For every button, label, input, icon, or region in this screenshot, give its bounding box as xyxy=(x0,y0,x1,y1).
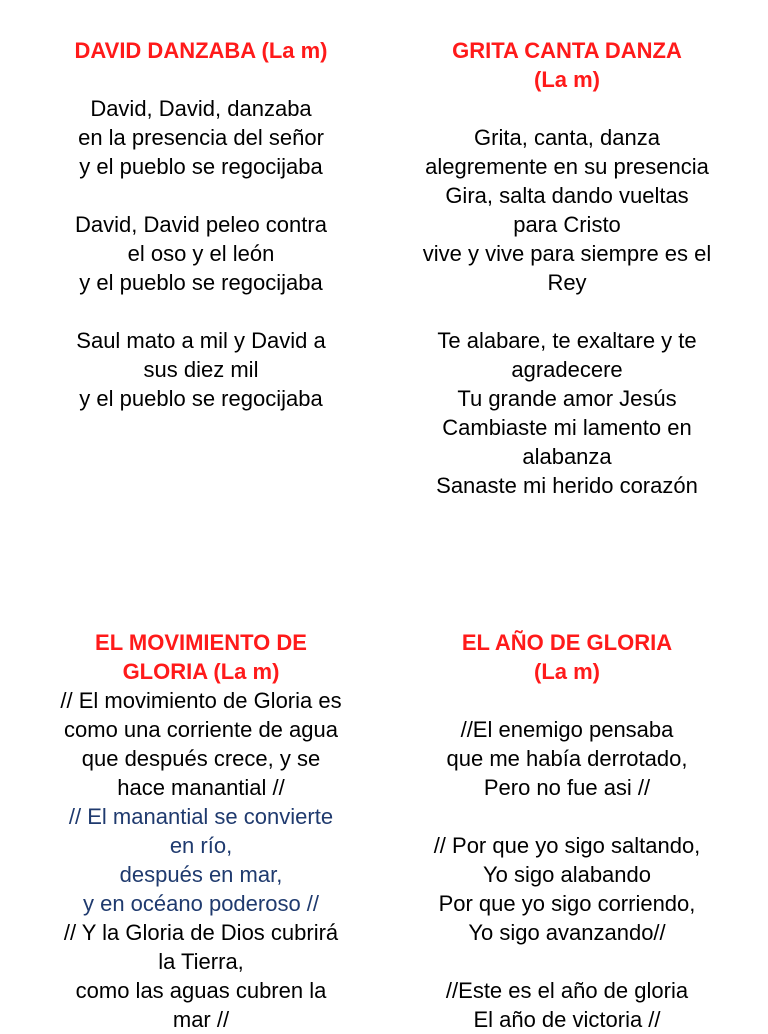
lyric-line: alegremente en su presencia xyxy=(425,154,709,179)
title-line: EL AÑO DE GLORIA xyxy=(461,630,673,655)
lyric-line: Yo sigo avanzando// xyxy=(468,920,666,945)
stanza xyxy=(386,715,748,802)
lyric-line: Grita, canta, danza xyxy=(474,125,660,150)
lyric-line: y el pueblo se regocijaba xyxy=(79,386,323,411)
lyric-line: en la presencia del señor xyxy=(78,125,324,150)
lyric-line: para Cristo xyxy=(513,212,621,237)
stanza xyxy=(386,326,748,500)
lyric-line: Sanaste mi herido corazón xyxy=(436,473,698,498)
lyric-line: //El enemigo pensaba xyxy=(460,717,674,742)
lyric-line: Te alabare, te exaltare y te xyxy=(437,328,697,353)
lyric-line: Yo sigo alabando xyxy=(482,862,651,887)
song-el-ano-de-gloria xyxy=(386,628,748,1034)
lyric-line-highlighted: en río, xyxy=(169,833,233,858)
song-title xyxy=(20,628,382,686)
title-line: EL MOVIMIENTO DE xyxy=(95,630,307,655)
title-line: (La m) xyxy=(534,659,600,684)
lyric-line: Cambiaste mi lamento en xyxy=(442,415,692,440)
lyric-line: // Por que yo sigo saltando, xyxy=(433,833,701,858)
song-title xyxy=(386,628,748,686)
spacer xyxy=(20,65,382,94)
stanza xyxy=(20,686,382,1034)
lyric-line: Gira, salta dando vueltas xyxy=(445,183,689,208)
lyric-line: //Este es el año de gloria xyxy=(445,978,689,1003)
lyric-line: que después crece, y se xyxy=(81,746,321,771)
stanza xyxy=(20,326,382,413)
lyric-line: Por que yo sigo corriendo, xyxy=(438,891,696,916)
lyric-line: el oso y el león xyxy=(127,241,275,266)
lyric-line: como una corriente de agua xyxy=(64,717,338,742)
title-line: DAVID DANZABA (La m) xyxy=(74,38,328,63)
lyric-line: alabanza xyxy=(522,444,612,469)
lyric-line: como las aguas cubren la xyxy=(75,978,327,1003)
spacer xyxy=(386,94,748,123)
lyric-line: Saul mato a mil y David a xyxy=(76,328,326,353)
lyric-line-highlighted: después en mar, xyxy=(119,862,283,887)
stanza xyxy=(20,210,382,297)
spacer xyxy=(386,802,748,831)
stanza xyxy=(386,976,748,1034)
stanza xyxy=(386,123,748,297)
lyric-line: agradecere xyxy=(511,357,623,382)
spacer xyxy=(386,947,748,976)
lyric-line: Rey xyxy=(547,270,587,295)
lyric-line: mar // xyxy=(172,1007,230,1032)
lyric-line: David, David, danzaba xyxy=(90,96,312,121)
lyric-line: El año de victoria // xyxy=(473,1007,661,1032)
lyric-line: la Tierra, xyxy=(158,949,244,974)
lyric-line: y el pueblo se regocijaba xyxy=(79,270,323,295)
lyric-line: y el pueblo se regocijaba xyxy=(79,154,323,179)
stanza xyxy=(386,831,748,947)
song-grita-canta-danza xyxy=(386,36,748,500)
title-line: GRITA CANTA DANZA xyxy=(452,38,682,63)
song-title xyxy=(386,36,748,94)
spacer xyxy=(386,686,748,715)
lyric-line: Pero no fue asi // xyxy=(483,775,651,800)
lyric-line: // Y la Gloria de Dios cubrirá xyxy=(63,920,339,945)
lyric-line: que me había derrotado, xyxy=(446,746,688,771)
lyric-line: David, David peleo contra xyxy=(75,212,327,237)
song-el-movimiento-de-gloria xyxy=(20,628,382,1034)
spacer xyxy=(20,297,382,326)
lyric-line: sus diez mil xyxy=(143,357,259,382)
lyric-line: hace manantial // xyxy=(117,775,285,800)
lyric-line: // El movimiento de Gloria es xyxy=(60,688,342,713)
song-title xyxy=(20,36,382,65)
lyric-line-highlighted: // El manantial se convierte xyxy=(68,804,334,829)
lyric-line: vive y vive para siempre es el xyxy=(422,241,712,266)
title-line: GLORIA (La m) xyxy=(122,659,280,684)
spacer xyxy=(20,181,382,210)
stanza xyxy=(20,94,382,181)
spacer xyxy=(386,297,748,326)
lyric-line-highlighted: y en océano poderoso // xyxy=(82,891,320,916)
song-david-danzaba xyxy=(20,36,382,413)
title-line: (La m) xyxy=(534,67,600,92)
lyric-line: Tu grande amor Jesús xyxy=(457,386,677,411)
